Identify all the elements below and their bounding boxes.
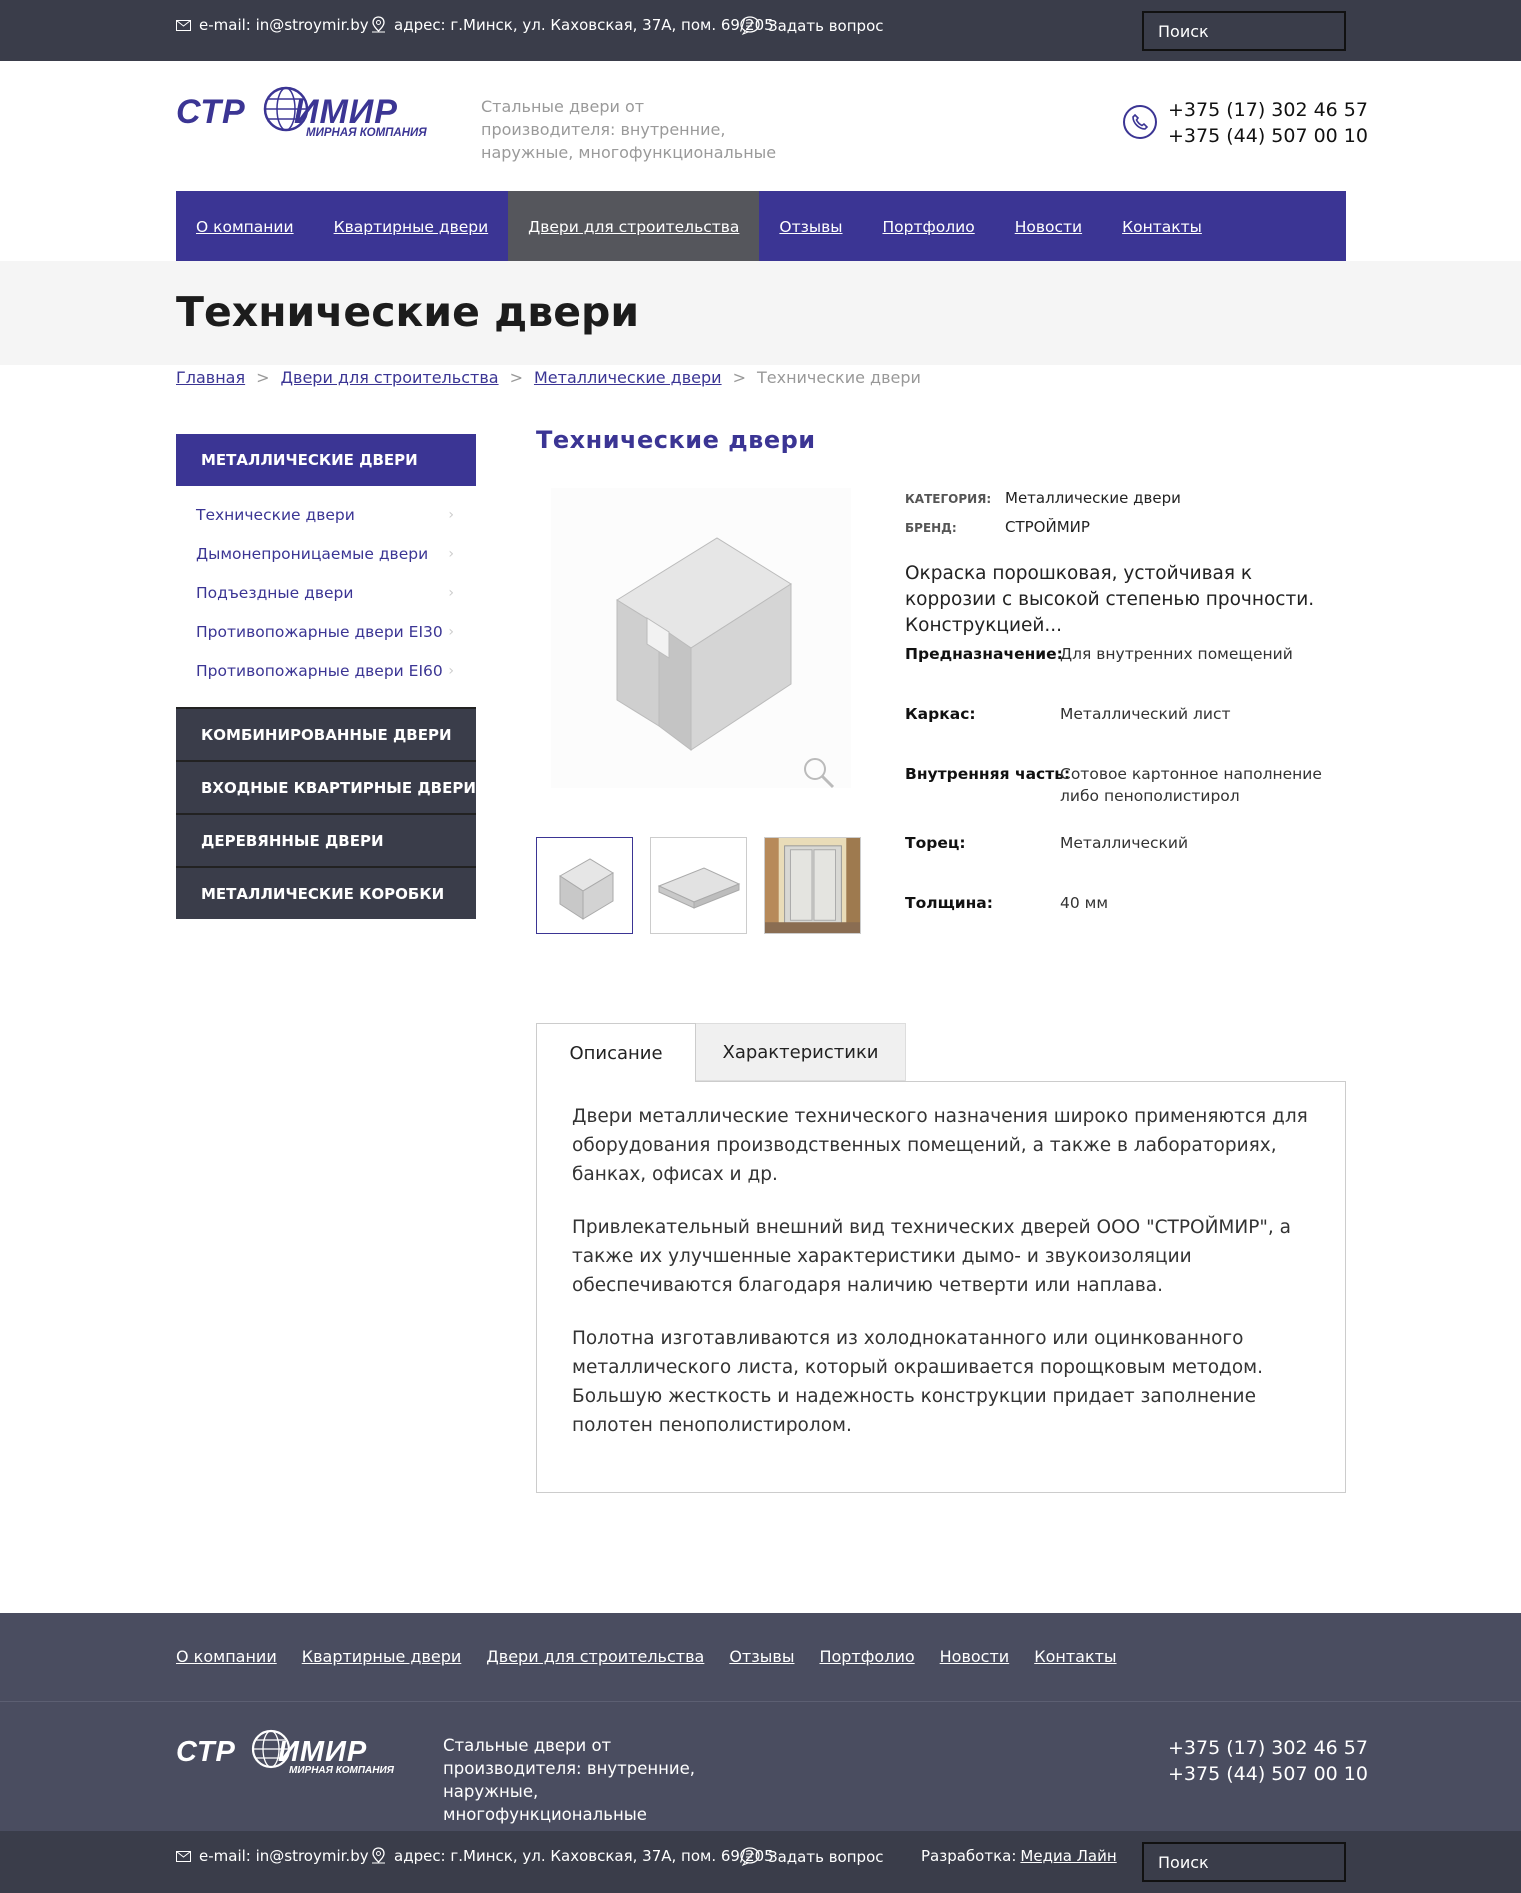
spec-thickness-label: Толщина:: [905, 894, 993, 912]
phone-icon: [1123, 105, 1157, 139]
footer-logo[interactable]: [176, 1729, 401, 1775]
footer-nav-news[interactable]: Новости: [939, 1647, 1010, 1666]
installed-door-photo: [765, 837, 860, 934]
footer-nav-contacts[interactable]: Контакты: [1034, 1647, 1117, 1666]
email-link[interactable]: [176, 16, 369, 34]
logo-graphic: [176, 86, 438, 138]
brand-value: СТРОЙМИР: [1005, 518, 1090, 536]
category-label: КАТЕГОРИЯ:: [905, 492, 992, 506]
chat-bubble-icon: [740, 16, 760, 35]
tab-panel-description: [536, 1081, 1346, 1493]
sidebar-item-label: Дымонепроницаемые двери: [196, 544, 429, 563]
sidebar-item-fire-doors-ei30[interactable]: [176, 612, 476, 651]
footer-bottom-bar: [0, 1831, 1521, 1893]
sidebar-item-label: Подъездные двери: [196, 583, 354, 602]
product-thumbnail-2[interactable]: [650, 837, 747, 934]
nav-news[interactable]: Новости: [1014, 218, 1083, 236]
ask-question-label: Задать вопрос: [768, 16, 884, 35]
nav-apartment-doors[interactable]: Квартирные двери: [333, 218, 489, 236]
footer-address-label: адрес: г.Минск, ул. Каховская, 37А, пом. 69/205: [394, 1847, 774, 1865]
footer-phone-1[interactable]: +375 (17) 302 46 57: [1168, 1737, 1368, 1759]
brand-label: БРЕНД:: [905, 521, 957, 535]
breadcrumb-construction-doors[interactable]: Двери для строительства: [280, 368, 499, 387]
footer-nav: [0, 1613, 1521, 1702]
spec-purpose-label: Предназначение:: [905, 645, 1063, 663]
description-paragraph-1: Двери металлические технического назначения широко применяются для оборудования производственных помещений, а также в лабораториях, банках, офисах и др.: [572, 1106, 1308, 1185]
breadcrumb-separator: >: [732, 368, 746, 387]
footer-email-link[interactable]: [176, 1847, 369, 1865]
description-paragraph-3: Полотна изготавливаются из холоднокатанного или оцинкованного металлического листа, который окрашивается порощковым методом. Большую жесткость и надежность конструкции придает заполнение полотен пенополистиролом.: [572, 1328, 1263, 1436]
category-value: Металлические двери: [1005, 489, 1181, 507]
phone-1[interactable]: +375 (17) 302 46 57: [1168, 99, 1368, 121]
tab-characteristics[interactable]: Характеристики: [696, 1023, 906, 1081]
email-text: e-mail: in@stroymir.by: [199, 16, 369, 34]
footer-nav-about[interactable]: О компании: [176, 1647, 277, 1666]
sidebar-section-wooden-doors[interactable]: ДЕРЕВЯННЫЕ ДВЕРИ: [176, 813, 476, 866]
nav-about[interactable]: О компании: [196, 218, 294, 236]
location-pin-icon: [371, 16, 386, 34]
product-main-image[interactable]: [551, 488, 851, 788]
svg-text:ИМИР: ИМИР: [294, 93, 398, 131]
product-thumbnail-3[interactable]: [764, 837, 861, 934]
sidebar-item-label: Противопожарные двери EI60: [196, 661, 443, 680]
sidebar-section-metal-doors[interactable]: МЕТАЛЛИЧЕСКИЕ ДВЕРИ: [176, 434, 476, 486]
spec-frame-label: Каркас:: [905, 705, 976, 723]
chat-bubble-icon: [740, 1847, 760, 1866]
sidebar-subcategories: [176, 495, 476, 690]
spec-edge-label: Торец:: [905, 834, 966, 852]
svg-text:СТР: СТР: [176, 93, 246, 131]
footer-email-text: e-mail: in@stroymir.by: [199, 1847, 369, 1865]
top-bar: [0, 0, 1521, 61]
description-paragraph-2: Привлекательный внешний вид технических дверей ООО "СТРОЙМИР", а также их улучшенные характеристики дымо- и звукоизоляции обеспечиваются благодаря наличию четверти или наплава.: [572, 1217, 1291, 1296]
chevron-right-icon: ›: [448, 506, 454, 523]
door-profile-image: [551, 488, 851, 788]
nav-contacts[interactable]: Контакты: [1122, 218, 1202, 236]
main-nav: [176, 191, 1346, 261]
sidebar-item-technical-doors[interactable]: [176, 495, 476, 534]
footer-ask-question-label: Задать вопрос: [768, 1847, 884, 1866]
zoom-icon[interactable]: [802, 756, 836, 790]
phone-2[interactable]: +375 (44) 507 00 10: [1168, 125, 1368, 147]
sidebar-section-metal-frames[interactable]: МЕТАЛЛИЧЕСКИЕ КОРОБКИ: [176, 866, 476, 919]
spec-thickness-value: 40 мм: [1060, 894, 1109, 912]
footer-tagline: Стальные двери от производителя: внутренние, наружные, многофункциональные: [443, 1736, 696, 1824]
svg-text:МИРНАЯ КОМПАНИЯ: МИРНАЯ КОМПАНИЯ: [306, 127, 427, 138]
spec-frame-value: Металлический лист: [1060, 705, 1231, 723]
page-title: Технические двери: [176, 288, 640, 336]
breadcrumb-metal-doors[interactable]: Металлические двери: [533, 368, 722, 387]
developer-link[interactable]: Медиа Лайн: [1020, 1847, 1117, 1865]
spec-edge-value: Металлический: [1060, 834, 1189, 852]
sidebar-section-apartment-doors[interactable]: ВХОДНЫЕ КВАРТИРНЫЕ ДВЕРИ: [176, 760, 476, 813]
door-profile-thumbnail: [545, 851, 625, 921]
sidebar-item-label: Противопожарные двери EI30: [196, 622, 443, 641]
footer-phones: [1168, 1735, 1368, 1787]
spec-inner-value: Сотовое картонное наполнение либо пенополистирол: [1060, 765, 1322, 805]
chevron-right-icon: ›: [448, 545, 454, 562]
ask-question-link[interactable]: [740, 16, 884, 35]
footer-nav-reviews[interactable]: Отзывы: [729, 1647, 795, 1666]
tab-description[interactable]: Описание: [536, 1023, 696, 1082]
address-label: адрес: г.Минск, ул. Каховская, 37А, пом. 69/205: [394, 16, 774, 34]
envelope-icon: [176, 20, 191, 31]
logo[interactable]: [176, 86, 438, 138]
footer-phone-2[interactable]: +375 (44) 507 00 10: [1168, 1763, 1368, 1785]
door-panel-thumbnail: [654, 856, 744, 916]
footer-nav-portfolio[interactable]: Портфолио: [819, 1647, 915, 1666]
location-pin-icon: [371, 1847, 386, 1865]
nav-reviews[interactable]: Отзывы: [779, 218, 843, 236]
nav-portfolio[interactable]: Портфолио: [882, 218, 975, 236]
nav-construction-doors[interactable]: Двери для строительства: [508, 191, 759, 261]
svg-text:ИМИР: ИМИР: [278, 1736, 368, 1768]
address-text: [371, 16, 774, 34]
spec-purpose-value: Для внутренних помещений: [1060, 645, 1293, 663]
sidebar-item-entrance-doors[interactable]: [176, 573, 476, 612]
footer-logo-graphic: [176, 1729, 401, 1775]
envelope-icon: [176, 1851, 191, 1862]
breadcrumb: [176, 368, 921, 387]
product-thumbnail-1[interactable]: [536, 837, 633, 934]
developer-credit: [921, 1847, 1117, 1865]
product-title: Технические двери: [536, 426, 816, 454]
search-input[interactable]: [1142, 11, 1346, 51]
breadcrumb-separator: >: [509, 368, 523, 387]
footer-nav-construction-doors[interactable]: Двери для строительства: [486, 1647, 705, 1666]
product-short-description: Окраска порошковая, устойчивая к коррозии с высокой степенью прочности. Конструкцией...: [905, 563, 1315, 636]
footer-nav-apartment-doors[interactable]: Квартирные двери: [301, 1647, 462, 1666]
breadcrumb-home[interactable]: Главная: [176, 368, 246, 387]
sidebar-item-smoke-proof-doors[interactable]: [176, 534, 476, 573]
tagline: Стальные двери от производителя: внутренние, наружные, многофункциональные: [481, 97, 777, 162]
footer-address-text: [371, 1847, 774, 1865]
svg-text:МИРНАЯ КОМПАНИЯ: МИРНАЯ КОМПАНИЯ: [289, 1765, 394, 1775]
chevron-right-icon: ›: [448, 584, 454, 601]
breadcrumb-separator: >: [256, 368, 270, 387]
developer-label: Разработка:: [921, 1847, 1017, 1865]
breadcrumb-current: Технические двери: [756, 368, 921, 387]
sidebar-section-combined-doors[interactable]: КОМБИНИРОВАННЫЕ ДВЕРИ: [176, 707, 476, 760]
footer-ask-question-link[interactable]: [740, 1847, 884, 1866]
header-phones: [1168, 97, 1368, 149]
chevron-right-icon: ›: [448, 623, 454, 640]
footer-search-input[interactable]: [1142, 1842, 1346, 1882]
sidebar-item-fire-doors-ei60[interactable]: [176, 651, 476, 690]
sidebar-sections: [176, 707, 476, 919]
sidebar-item-label: Технические двери: [196, 505, 355, 524]
chevron-right-icon: ›: [448, 662, 454, 679]
svg-text:СТР: СТР: [176, 1736, 236, 1768]
spec-inner-label: Внутренняя часть:: [905, 765, 1071, 783]
